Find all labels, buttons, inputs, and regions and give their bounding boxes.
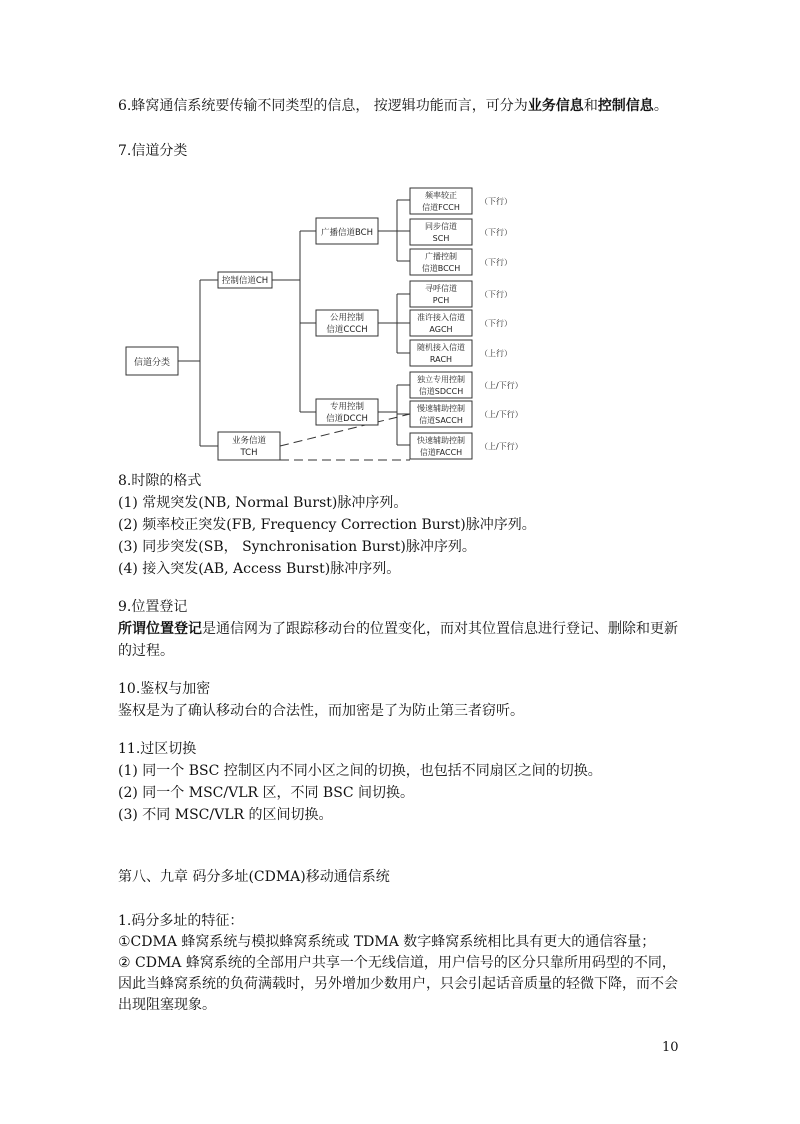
leaf-rach-direction: （上行） — [480, 349, 512, 358]
leaf-pch-line1: 寻呼信道 — [425, 284, 457, 293]
leaf-sacch — [410, 401, 523, 427]
cdma-line-2: ② CDMA 蜂窝系统的全部用户共享一个无线信道，用户信号的区分只靠所用码型的不同， — [118, 955, 676, 971]
term-traffic-info: 业务信息 — [527, 98, 584, 114]
node-traffic-line1: 业务信道 — [231, 436, 267, 446]
leaf-sch-line2: SCH — [432, 234, 450, 243]
section6-suffix: 。 — [653, 98, 668, 114]
leaf-pch — [410, 281, 512, 307]
section6-paragraph — [118, 96, 668, 116]
channel-classification-diagram — [118, 183, 558, 463]
section7-heading: 7.信道分类 — [118, 143, 188, 159]
node-control-channel — [218, 272, 272, 288]
cdma-line-4: 出现阻塞现象。 — [118, 997, 216, 1013]
leaf-sch-direction: （下行） — [480, 228, 512, 237]
section10-text: 鉴权是为了确认移动台的合法性，而加密是了为防止第三者窃听。 — [118, 703, 524, 719]
leaf-agch-line1: 准许接入信道 — [417, 313, 465, 322]
node-ccch — [316, 310, 378, 336]
chapter-title: 第八、九章 码分多址(CDMA)移动通信系统 — [118, 869, 390, 885]
leaf-fcch-line1: 频率较正 — [425, 191, 457, 200]
section11-item-3: (3) 不同 MSC/VLR 的区间切换。 — [118, 807, 333, 823]
leaf-sch — [410, 219, 512, 245]
section8-item-2: (2) 频率校正突发(FB, Frequency Correction Burst)脉冲序列。 — [118, 517, 536, 533]
section11-item-2: (2) 同一个 MSC/VLR 区，不同 BSC 间切换。 — [118, 785, 414, 801]
cdma-line-1: ①CDMA 蜂窝系统与模拟蜂窝系统或 TDMA 数字蜂窝系统相比具有更大的通信容量； — [118, 934, 656, 950]
leaf-rach — [410, 340, 512, 366]
leaf-pch-direction: （下行） — [480, 290, 512, 299]
node-root-label: 信道分类 — [133, 358, 171, 368]
leaf-bcch — [410, 249, 512, 275]
section11-item-1: (1) 同一个 BSC 控制区内不同小区之间的切换，也包括不同扇区之间的切换。 — [118, 763, 602, 779]
leaf-agch-line2: AGCH — [429, 325, 453, 334]
leaf-sacch-line1: 慢速辅助控制 — [417, 404, 465, 413]
section8-item-3: (3) 同步突发(SB， Synchronisation Burst)脉冲序列。 — [118, 539, 476, 555]
section9-line1-rest: 是通信网为了跟踪移动台的位置变化，而对其位置信息进行登记、删除和更新 — [202, 621, 678, 637]
leaf-fcch — [410, 188, 512, 214]
leaf-rach-line1: 随机接入信道 — [417, 343, 465, 352]
section8-heading: 8.时隙的格式 — [118, 473, 202, 489]
leaf-rach-line2: RACH — [429, 355, 453, 364]
leaf-fcch-line2: 信道FCCH — [422, 203, 460, 212]
leaf-facch — [410, 433, 523, 459]
node-bcch — [316, 218, 378, 244]
node-bcch-label: 广播信道BCH — [320, 228, 374, 238]
section6-mid: 和 — [583, 98, 598, 114]
section9-line-2: 的过程。 — [118, 643, 174, 659]
cdma-line-3: 因此当蜂窝系统的负荷满载时，另外增加少数用户，只会引起话音质量的轻微下降，而不会 — [118, 976, 678, 992]
leaf-sacch-line2: 信道SACCH — [419, 416, 463, 425]
leaf-facch-direction: （上/下行） — [480, 442, 523, 451]
section10-heading: 10.鉴权与加密 — [118, 681, 211, 697]
node-traffic-channel — [218, 432, 280, 460]
node-dcch-line2: 信道DCCH — [326, 414, 368, 424]
leaf-facch-line2: 信道FACCH — [419, 448, 463, 457]
leaf-sdcch-line2: 信道SDCCH — [418, 387, 464, 396]
leaf-sdcch-direction: （上/下行） — [480, 381, 523, 390]
section8-item-1: (1) 常规突发(NB, Normal Burst)脉冲序列。 — [118, 495, 408, 511]
node-control-label: 控制信道CH — [221, 276, 269, 286]
leaf-pch-line2: PCH — [432, 296, 450, 305]
leaf-sch-line1: 同步信道 — [425, 222, 457, 231]
term-location-registration: 所谓位置登记 — [118, 621, 202, 637]
node-ccch-line1: 公用控制 — [329, 313, 365, 323]
node-traffic-line2: TCH — [240, 448, 258, 458]
leaf-agch — [410, 310, 512, 336]
leaf-sacch-direction: （上/下行） — [480, 410, 523, 419]
section6-prefix: 6.蜂窝通信系统要传输不同类型的信息， 按逻辑功能而言，可分为 — [118, 98, 528, 114]
page-number: 10 — [662, 1040, 679, 1055]
leaf-sdcch — [410, 372, 523, 398]
leaf-agch-direction: （下行） — [480, 319, 512, 328]
leaf-bcch-line2: 信道BCCH — [421, 264, 461, 273]
cdma-heading: 1.码分多址的特征： — [118, 913, 244, 929]
leaf-sdcch-line1: 独立专用控制 — [417, 375, 465, 384]
leaf-bcch-direction: （下行） — [480, 258, 512, 267]
section11-heading: 11.过区切换 — [118, 741, 197, 757]
term-control-info: 控制信息 — [597, 98, 654, 114]
section8-item-4: (4) 接入突发(AB, Access Burst)脉冲序列。 — [118, 561, 401, 577]
node-ccch-line2: 信道CCCH — [326, 325, 368, 335]
leaf-facch-line1: 快速辅助控制 — [417, 436, 465, 445]
node-dcch — [316, 399, 378, 425]
node-root — [126, 347, 178, 375]
node-dcch-line1: 专用控制 — [329, 402, 365, 412]
section9-heading: 9.位置登记 — [118, 599, 188, 615]
leaf-bcch-line1: 广播控制 — [425, 252, 457, 261]
section9-line-1 — [118, 619, 678, 639]
leaf-fcch-direction: （下行） — [480, 197, 512, 206]
